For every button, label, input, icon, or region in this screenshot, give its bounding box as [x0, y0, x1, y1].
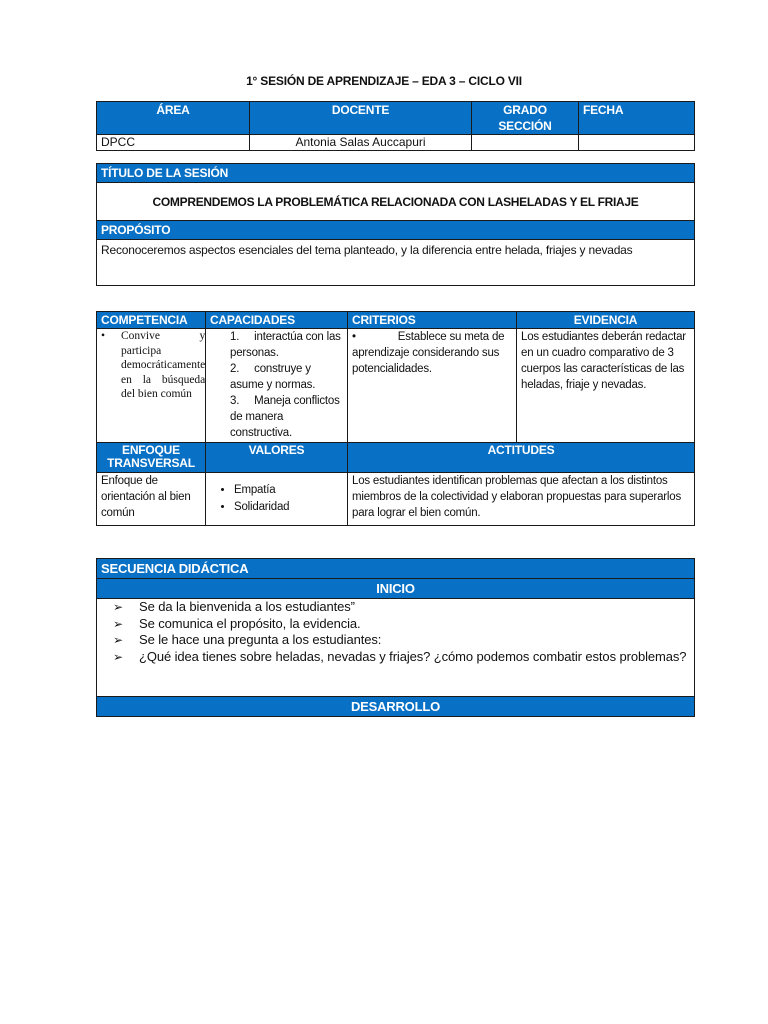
- competencia-cell: [97, 329, 206, 443]
- info-table: [96, 101, 695, 151]
- header-competencia: COMPETENCIA: [97, 312, 206, 329]
- bullet-icon: •: [101, 330, 106, 342]
- criterios-cell: • Establece su meta de aprendizaje considerando sus potencialidades.: [348, 329, 517, 443]
- inicio-item: ➢ ¿Qué idea tienes sobre heladas, nevadas y friajes? ¿cómo podemos combatir estos problemas?: [113, 649, 690, 666]
- purpose-text: Reconoceremos aspectos esenciales del tema planteado, y la diferencia entre helada, friajes y nevadas: [97, 240, 695, 286]
- capacidad-2: 2. construye y asume y normas.: [230, 363, 316, 391]
- header-fecha: FECHA: [579, 102, 695, 135]
- inicio-header: INICIO: [97, 579, 695, 599]
- header-evidencia: EVIDENCIA: [517, 312, 695, 329]
- valores-cell: [206, 473, 348, 526]
- capacidades-cell: [206, 329, 348, 443]
- competency-table: [96, 311, 695, 526]
- purpose-header: PROPÓSITO: [97, 221, 695, 240]
- document-title: 1° SESIÓN DE APRENDIZAJE – EDA 3 – CICLO VII: [246, 74, 522, 88]
- header-capacidades: CAPACIDADES: [206, 312, 348, 329]
- session-table: [96, 163, 695, 286]
- evidencia-cell: Los estudiantes deberán redactar en un cuadro comparativo de 3 cuerpos las características de las heladas, friaje y nevadas.: [517, 329, 695, 443]
- header-docente: DOCENTE: [250, 102, 472, 135]
- inicio-item: ➢ Se le hace una pregunta a los estudiantes:: [113, 632, 690, 649]
- header-criterios: CRITERIOS: [348, 312, 517, 329]
- sequence-table: [96, 558, 695, 717]
- competencia-text: Convive y participa democráticamente en la búsqueda del bien común: [121, 330, 206, 400]
- header-enfoque-transversal: ENFOQUE TRANSVERSAL: [97, 443, 206, 473]
- grado-seccion-value: [472, 135, 579, 151]
- header-grado-seccion: GRADO SECCIÓN: [472, 102, 579, 135]
- fecha-value: [579, 135, 695, 151]
- valor-empatia: • Empatía: [234, 482, 343, 499]
- enfoque-cell: Enfoque de orientación al bien común: [97, 473, 206, 526]
- sequence-header: SECUENCIA DIDÁCTICA: [97, 559, 695, 579]
- valor-solidaridad: • Solidaridad: [234, 499, 343, 516]
- inicio-cell: [97, 599, 695, 697]
- capacidad-1: 1. interactúa con las personas.: [230, 331, 341, 359]
- area-value: DPCC: [97, 135, 250, 151]
- inicio-item: ➢ Se da la bienvenida a los estudiantes”: [113, 599, 690, 616]
- capacidad-3: 3. Maneja conflictos de manera constructiva.: [230, 395, 340, 439]
- docente-value: Antonia Salas Auccapuri: [250, 135, 472, 151]
- desarrollo-header: DESARROLLO: [97, 697, 695, 717]
- session-title-header: TÍTULO DE LA SESIÓN: [97, 164, 695, 183]
- header-area: ÁREA: [97, 102, 250, 135]
- inicio-item: ➢ Se comunica el propósito, la evidencia.: [113, 616, 690, 633]
- header-valores: VALORES: [206, 443, 348, 473]
- header-actitudes: ACTITUDES: [348, 443, 695, 473]
- actitudes-cell: Los estudiantes identifican problemas que afectan a los distintos miembros de la colectividad y elaboran propuestas para superarlos para lograr el bien común.: [348, 473, 695, 526]
- session-title: COMPRENDEMOS LA PROBLEMÁTICA RELACIONADA CON LASHELADAS Y EL FRIAJE: [97, 183, 695, 221]
